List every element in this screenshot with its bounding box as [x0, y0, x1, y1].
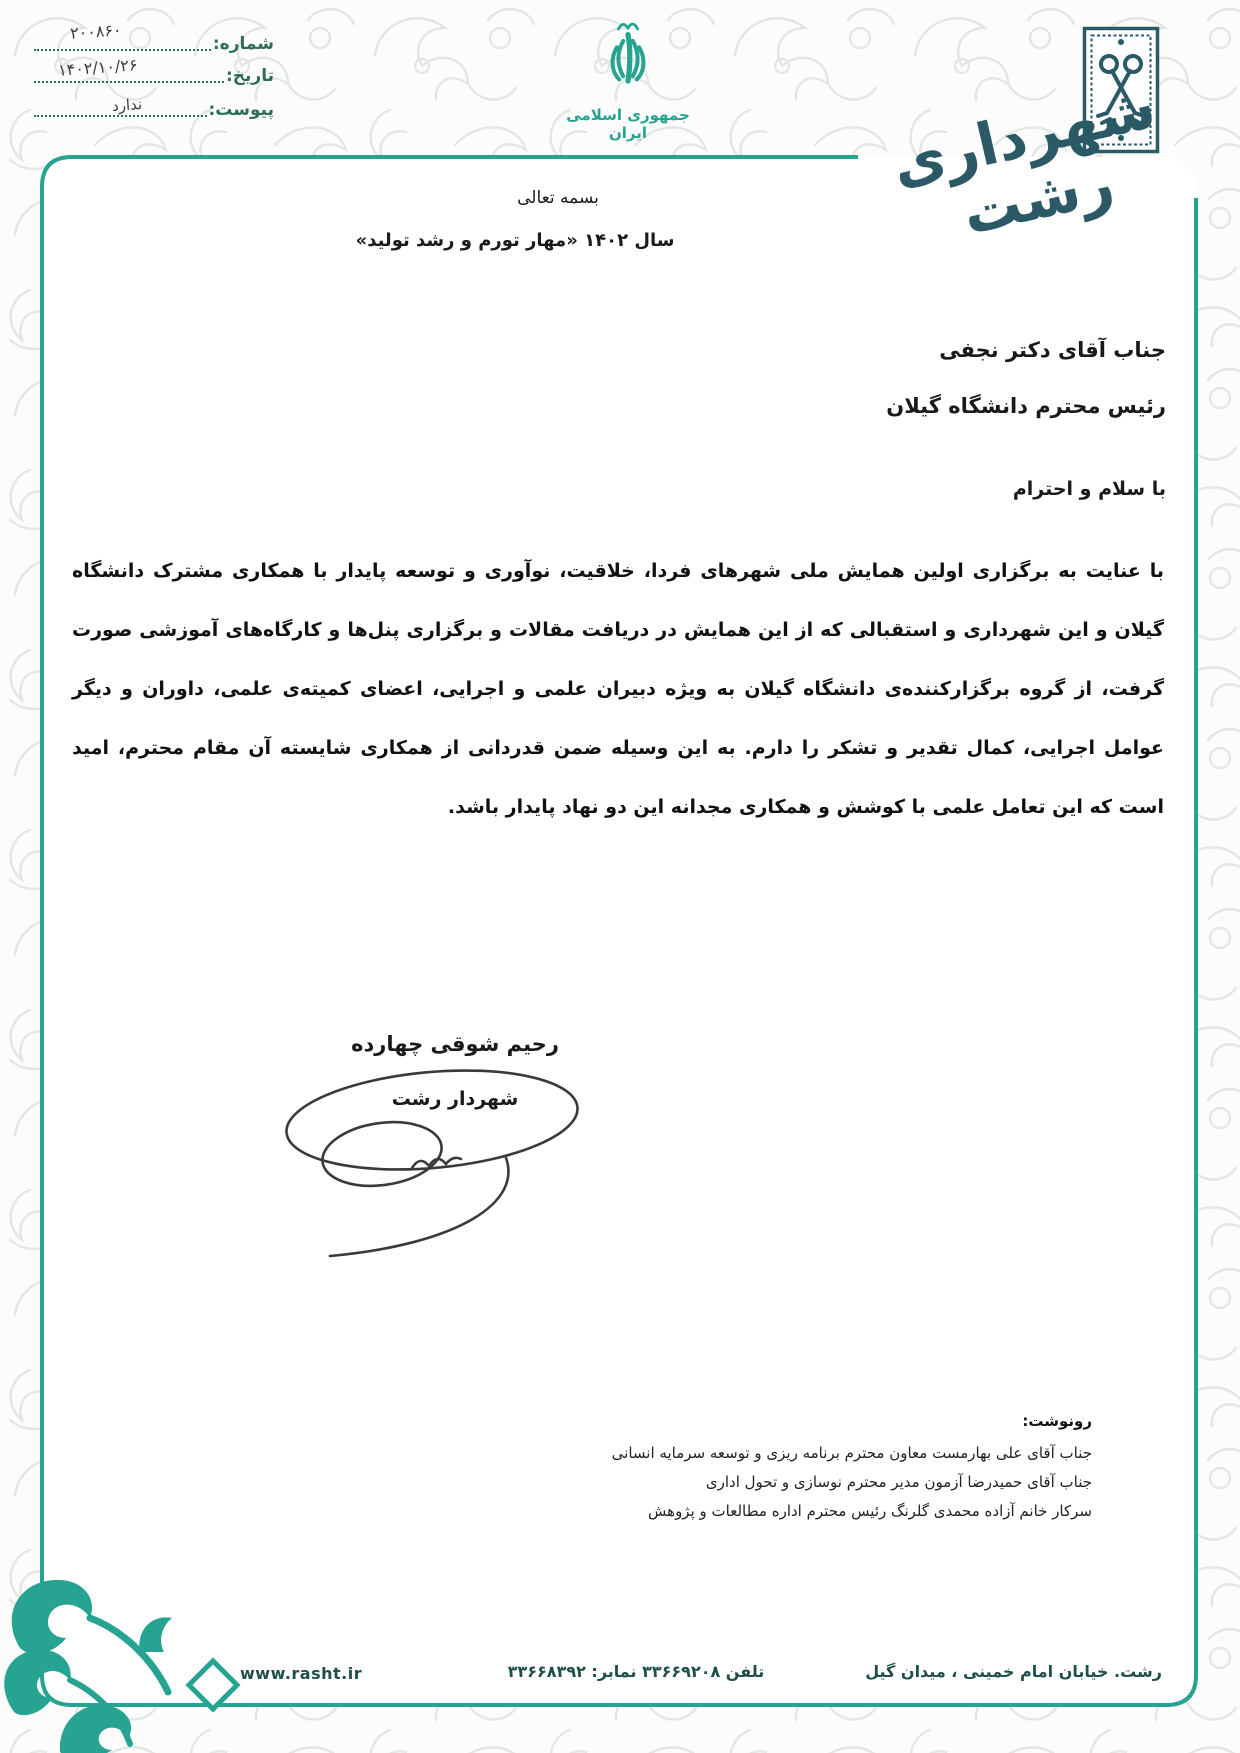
footer-phone: تلفن ۳۳۶۶۹۲۰۸ نمابر: ۳۳۶۶۸۳۹۲ [507, 1662, 765, 1681]
field-date-value: ۱۴۰۲/۱۰/۲۶ [57, 55, 139, 80]
cc-block [612, 1412, 1092, 1526]
dotted-leader [34, 81, 224, 83]
field-date-label: تاریخ: [226, 66, 274, 86]
dotted-leader [34, 115, 207, 117]
dotted-leader [34, 49, 211, 51]
cc-item: جناب آقای حمیدرضا آزمون مدیر محترم نوسازی و تحول اداری [705, 1473, 1092, 1491]
field-attachment [34, 102, 274, 119]
year-slogan: سال ۱۴۰۲ «مهار تورم و رشد تولید» [355, 230, 675, 251]
recipient-title: رئیس محترم دانشگاه گیلان [886, 394, 1166, 418]
municipality-logo-title: شهرداری رشت [885, 72, 1162, 249]
footer-address: رشت. خیابان امام خمینی ، میدان گیل [865, 1662, 1162, 1681]
footer-website: www.rasht.ir [240, 1664, 363, 1683]
iran-emblem-icon [596, 18, 660, 96]
besmele-line: بسمه تعالی [517, 188, 599, 208]
iran-emblem [548, 18, 708, 142]
letter-body: با عنایت به برگزاری اولین همایش ملی شهرهای فردا، خلاقیت، نوآوری و توسعه پایدار با همکاری مشترک دانشگاه گیلان و این شهرداری و استقبالی که از این همایش در دریافت مقالات و برگزاری پنل‌ها و کارگاه‌های آموزشی صورت گرفت، از گروه برگزارکننده‌ی دانشگاه گیلان به ویژه دبیران علمی و اجرایی، اعضای کمیته‌ی علمی، داوران و دیگر عوامل اجرایی، کمال تقدیر و تشکر را دارم. به این وسیله ضمن قدردانی از همکاری شایسته آن مقام محترم، امید است که این تعامل علمی با کوشش و همکاری مجدانه این دو نهاد پایدار باشد. [72, 560, 1164, 818]
cc-item: جناب آقای علی بهارمست معاون محترم برنامه ریزی و توسعه سرمایه انسانی [611, 1444, 1092, 1462]
salutation: با سلام و احترام [1012, 478, 1166, 500]
field-attachment-label: پیوست: [208, 100, 274, 120]
field-attachment-value: ندارد [111, 94, 143, 116]
field-number-value: ۲۰۰۸۶۰ [69, 20, 123, 43]
emblem-caption: جمهوری اسلامی ایران [566, 106, 690, 142]
cc-title: رونوشت: [1022, 1412, 1092, 1430]
cc-item: سرکار خانم آزاده محمدی گلرنگ رئیس محترم اداره مطالعات و پژوهش [648, 1502, 1092, 1520]
field-number-label: شماره: [212, 34, 274, 54]
signer-name: رحیم شوقی چهارده [351, 1032, 559, 1056]
signature-scribble [270, 1062, 610, 1262]
signer-title: شهردار رشت [391, 1088, 519, 1110]
recipient-name: جناب آقای دکتر نجفی [939, 338, 1166, 362]
